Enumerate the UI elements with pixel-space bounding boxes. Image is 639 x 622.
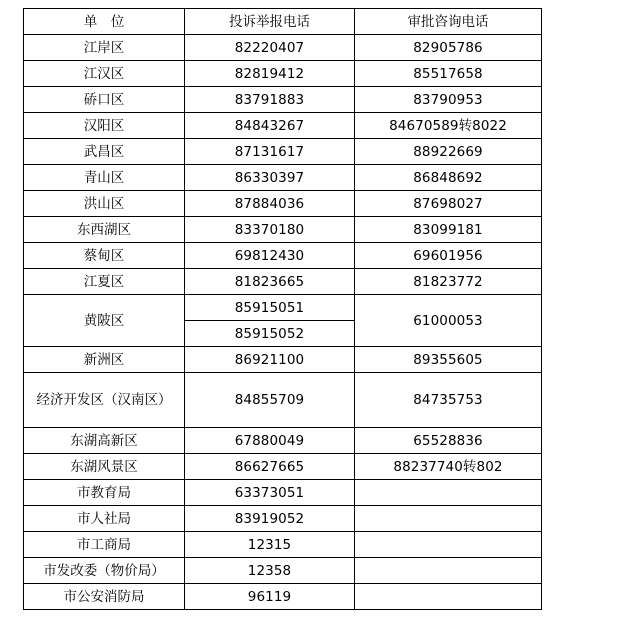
approval-phone-cell [355, 480, 542, 506]
table-row [24, 584, 542, 610]
table-row [24, 61, 542, 87]
unit-cell: 蔡甸区 [24, 243, 185, 269]
approval-phone-cell [355, 584, 542, 610]
approval-phone-cell: 83790953 [355, 87, 542, 113]
table-row [24, 139, 542, 165]
approval-phone-cell: 81823772 [355, 269, 542, 295]
approval-phone-cell: 65528836 [355, 428, 542, 454]
complaint-phone-cell: 84843267 [185, 113, 355, 139]
unit-cell: 硚口区 [24, 87, 185, 113]
table-row [24, 191, 542, 217]
unit-cell: 东湖风景区 [24, 454, 185, 480]
unit-cell: 黄陂区 [24, 295, 185, 347]
approval-phone-cell: 88237740转802 [355, 454, 542, 480]
table-row [24, 347, 542, 373]
complaint-phone-cell: 83370180 [185, 217, 355, 243]
complaint-phone-cell: 63373051 [185, 480, 355, 506]
unit-cell: 江汉区 [24, 61, 185, 87]
complaint-phone-cell: 85915052 [185, 321, 355, 347]
unit-cell: 东湖高新区 [24, 428, 185, 454]
table-row [24, 243, 542, 269]
approval-phone-cell [355, 558, 542, 584]
complaint-phone-cell: 83791883 [185, 87, 355, 113]
complaint-phone-cell: 86330397 [185, 165, 355, 191]
table-row [24, 558, 542, 584]
unit-cell: 江夏区 [24, 269, 185, 295]
header-complaint-phone: 投诉举报电话 [185, 9, 355, 35]
table-row [24, 480, 542, 506]
table-row [24, 428, 542, 454]
approval-phone-cell: 82905786 [355, 35, 542, 61]
complaint-phone-cell: 87884036 [185, 191, 355, 217]
approval-phone-cell: 89355605 [355, 347, 542, 373]
complaint-phone-cell: 87131617 [185, 139, 355, 165]
approval-phone-cell: 85517658 [355, 61, 542, 87]
header-unit: 单 位 [24, 9, 185, 35]
table-row [24, 295, 542, 321]
table-row [24, 35, 542, 61]
complaint-phone-cell: 85915051 [185, 295, 355, 321]
table-row [24, 373, 542, 428]
phone-directory-table [23, 8, 542, 610]
unit-cell: 汉阳区 [24, 113, 185, 139]
complaint-phone-cell: 83919052 [185, 506, 355, 532]
table-row [24, 87, 542, 113]
complaint-phone-cell: 82220407 [185, 35, 355, 61]
complaint-phone-cell: 67880049 [185, 428, 355, 454]
header-row [24, 9, 542, 35]
approval-phone-cell: 86848692 [355, 165, 542, 191]
complaint-phone-cell: 12315 [185, 532, 355, 558]
unit-cell: 市发改委（物价局） [24, 558, 185, 584]
table-row [24, 454, 542, 480]
complaint-phone-cell: 69812430 [185, 243, 355, 269]
complaint-phone-cell: 86921100 [185, 347, 355, 373]
unit-cell: 市公安消防局 [24, 584, 185, 610]
unit-cell: 市工商局 [24, 532, 185, 558]
approval-phone-cell: 61000053 [355, 295, 542, 347]
unit-cell: 青山区 [24, 165, 185, 191]
approval-phone-cell: 69601956 [355, 243, 542, 269]
complaint-phone-cell: 81823665 [185, 269, 355, 295]
table-row [24, 506, 542, 532]
unit-cell: 新洲区 [24, 347, 185, 373]
header-approval-phone: 审批咨询电话 [355, 9, 542, 35]
complaint-phone-cell: 84855709 [185, 373, 355, 428]
approval-phone-cell [355, 532, 542, 558]
unit-cell: 经济开发区（汉南区） [24, 373, 185, 428]
unit-cell: 江岸区 [24, 35, 185, 61]
table-row [24, 165, 542, 191]
complaint-phone-cell: 86627665 [185, 454, 355, 480]
approval-phone-cell: 88922669 [355, 139, 542, 165]
table-row [24, 532, 542, 558]
complaint-phone-cell: 12358 [185, 558, 355, 584]
table-row [24, 113, 542, 139]
complaint-phone-cell: 96119 [185, 584, 355, 610]
approval-phone-cell: 84735753 [355, 373, 542, 428]
table-row [24, 269, 542, 295]
unit-cell: 市人社局 [24, 506, 185, 532]
approval-phone-cell [355, 506, 542, 532]
approval-phone-cell: 87698027 [355, 191, 542, 217]
complaint-phone-cell: 82819412 [185, 61, 355, 87]
approval-phone-cell: 84670589转8022 [355, 113, 542, 139]
approval-phone-cell: 83099181 [355, 217, 542, 243]
unit-cell: 洪山区 [24, 191, 185, 217]
unit-cell: 市教育局 [24, 480, 185, 506]
unit-cell: 武昌区 [24, 139, 185, 165]
table-row [24, 217, 542, 243]
unit-cell: 东西湖区 [24, 217, 185, 243]
